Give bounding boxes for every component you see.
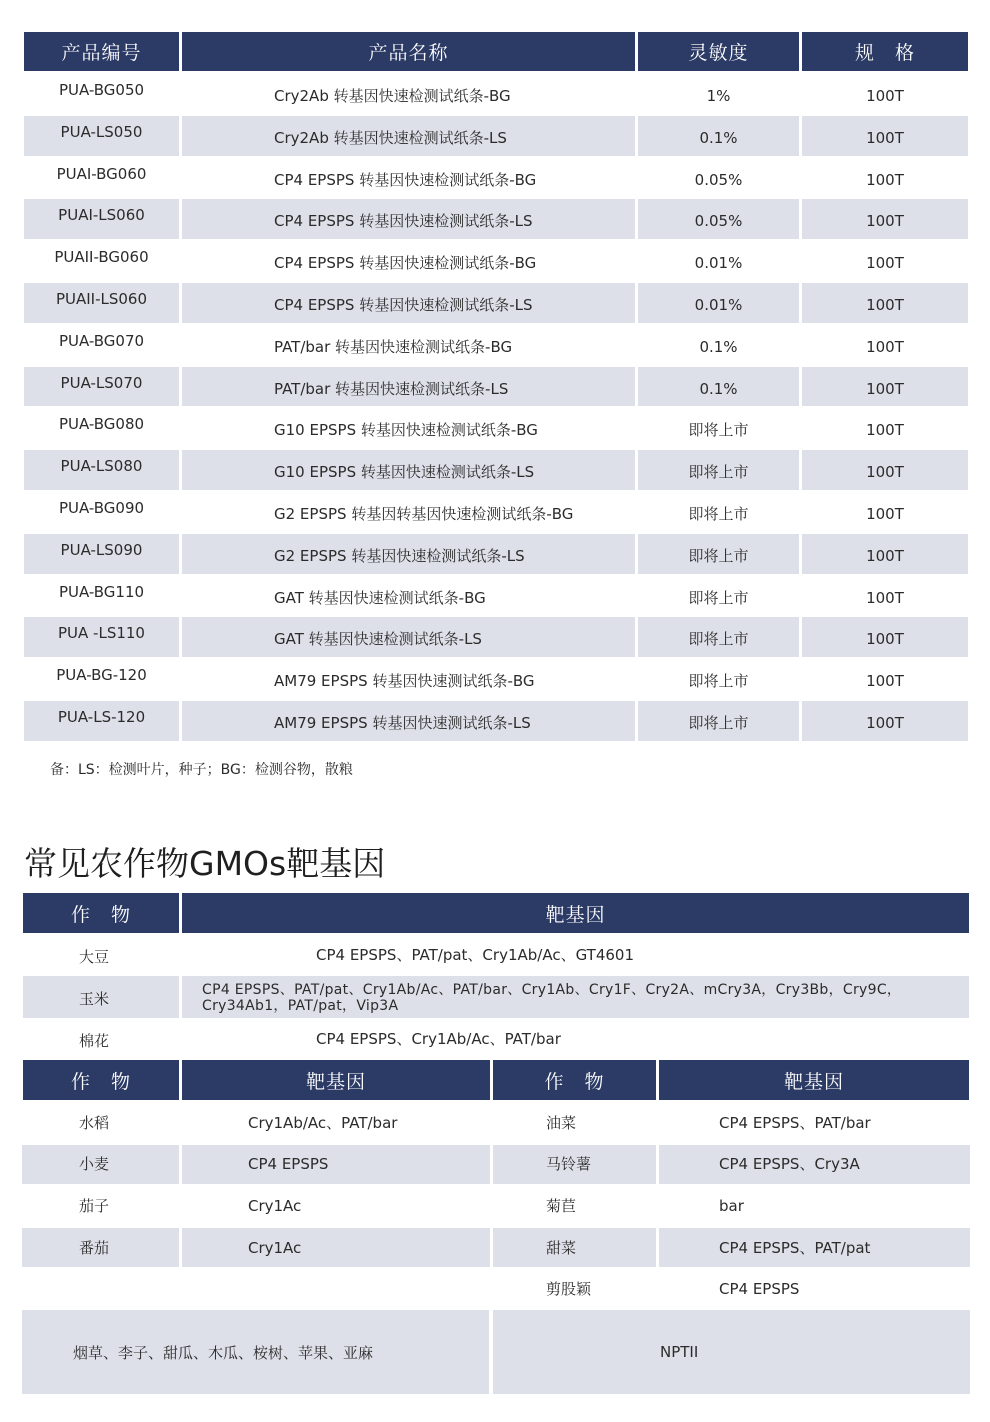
header-product-code: 产品编号 [24, 32, 179, 71]
product-cell-sensitivity: 即将上市 [688, 588, 749, 607]
t2-footer-right [493, 1310, 970, 1394]
product-cell-spec: 100T [866, 170, 904, 189]
product-cell-sensitivity: 0.01% [694, 254, 743, 273]
product-cell-name: PAT/bar 转基因快速检测试纸条-LS [274, 379, 509, 398]
t2-cell-genes2: CP4 EPSPS [719, 1280, 800, 1299]
t2-cell-crop2: 剪股颖 [546, 1280, 592, 1299]
product-cell-code: PUA-LS090 [60, 540, 143, 559]
t2-cell-crop1: 番茄 [79, 1238, 110, 1257]
product-note: 备：LS：检测叶片，种子；BG：检测谷物，散粮 [50, 762, 353, 778]
t2-footer-genes: NPTII [660, 1343, 699, 1361]
t1-header-crop: 作 物 [23, 893, 179, 933]
t2-cell-genes1: CP4 EPSPS [248, 1155, 329, 1174]
product-cell-code: PUAII-LS060 [55, 289, 148, 308]
product-cell-sensitivity: 0.05% [694, 170, 743, 189]
product-cell-spec: 100T [866, 713, 904, 732]
t2-cell-genes2: CP4 EPSPS、PAT/pat [719, 1238, 871, 1257]
product-cell-spec: 100T [866, 546, 904, 565]
product-cell-spec: 100T [866, 463, 904, 482]
product-cell-code: PUA-BG050 [58, 80, 145, 99]
product-cell-spec: 100T [866, 630, 904, 649]
t1-crop-corn: 玉米 [79, 990, 110, 1008]
product-cell-code: PUA-BG070 [58, 331, 145, 350]
t2-cell-crop1: 水稻 [79, 1113, 110, 1132]
product-cell-code: PUAI-LS060 [58, 206, 145, 225]
header-spec: 规 格 [802, 32, 968, 71]
t2-header-genes-1: 靶基因 [182, 1060, 490, 1100]
product-cell-sensitivity: 0.1% [699, 128, 738, 147]
t1-header-genes: 靶基因 [182, 893, 969, 933]
t2-cell-genes2: CP4 EPSPS、Cry3A [719, 1155, 860, 1174]
t2-cell-crop1: 小麦 [79, 1155, 110, 1174]
product-cell-code: PUA-BG080 [58, 415, 145, 434]
product-cell-name: AM79 EPSPS 转基因快速测试纸条-BG [274, 672, 535, 691]
header-product-name: 产品名称 [182, 32, 635, 71]
t2-footer-crops: 烟草、李子、甜瓜、木瓜、桉树、苹果、亚麻 [73, 1344, 374, 1362]
t2-row-shade [182, 1228, 490, 1268]
t2-cell-crop2: 菊苣 [546, 1197, 577, 1215]
t1-genes-corn: CP4 EPSPS、PAT/pat、Cry1Ab/Ac、PAT/bar、Cry1Ab、Cry1F、Cry2A、mCry3A，Cry3Bb，Cry9C，Cry34Ab1，PAT/pat，Vip3A [202, 982, 902, 1014]
t2-cell-genes1: Cry1Ac [248, 1238, 302, 1257]
product-cell-sensitivity: 即将上市 [688, 421, 749, 440]
t2-cell-crop2: 甜菜 [546, 1238, 577, 1257]
product-cell-code: PUAI-BG060 [56, 164, 147, 183]
product-cell-sensitivity: 即将上市 [688, 546, 749, 565]
product-cell-name: AM79 EPSPS 转基因快速测试纸条-LS [274, 713, 531, 732]
product-cell-name: G10 EPSPS 转基因快速检测试纸条-LS [274, 463, 535, 482]
product-cell-spec: 100T [866, 337, 904, 356]
product-cell-name: CP4 EPSPS 转基因快速检测试纸条-LS [274, 295, 533, 314]
product-cell-spec: 100T [866, 421, 904, 440]
product-cell-sensitivity: 0.1% [699, 379, 738, 398]
product-cell-sensitivity: 即将上市 [688, 630, 749, 649]
product-cell-code: PUAII-BG060 [54, 248, 149, 267]
product-cell-code: PUA-LS080 [60, 457, 143, 476]
t2-cell-genes2: bar [719, 1197, 744, 1215]
product-cell-code: PUA-BG-120 [56, 666, 147, 685]
t2-cell-crop1: 茄子 [79, 1197, 110, 1215]
product-cell-sensitivity: 即将上市 [688, 713, 749, 732]
product-cell-code: PUA-BG110 [58, 582, 145, 601]
product-cell-name: GAT 转基因快速检测试纸条-LS [274, 630, 482, 649]
product-cell-code: PUA-LS-120 [57, 707, 146, 726]
t2-cell-genes1: Cry1Ac [248, 1197, 302, 1215]
t2-cell-genes2: CP4 EPSPS、PAT/bar [719, 1113, 871, 1132]
t1-crop-cotton: 棉花 [79, 1032, 110, 1050]
t2-header-crop-2: 作 物 [493, 1060, 656, 1100]
product-cell-name: G2 EPSPS 转基因快速检测试纸条-LS [274, 546, 525, 565]
product-cell-spec: 100T [866, 295, 904, 314]
t1-crop-soy: 大豆 [79, 948, 110, 966]
t2-row-shade [182, 1145, 490, 1185]
t1-genes-cotton: CP4 EPSPS、Cry1Ab/Ac、PAT/bar [316, 1030, 561, 1048]
product-cell-code: PUA-BG090 [58, 498, 145, 517]
product-cell-spec: 100T [866, 128, 904, 147]
header-sensitivity: 灵敏度 [638, 32, 799, 71]
product-cell-sensitivity: 0.05% [694, 212, 743, 231]
product-cell-name: PAT/bar 转基因快速检测试纸条-BG [274, 337, 513, 356]
product-cell-spec: 100T [866, 379, 904, 398]
t2-header-genes-2: 靶基因 [659, 1060, 969, 1100]
product-cell-spec: 100T [866, 588, 904, 607]
t1-genes-soy: CP4 EPSPS、PAT/pat、Cry1Ab/Ac、GT4601 [316, 946, 635, 964]
product-cell-spec: 100T [866, 254, 904, 273]
product-cell-name: CP4 EPSPS 转基因快速检测试纸条-BG [274, 254, 537, 273]
product-cell-name: G10 EPSPS 转基因快速检测试纸条-BG [274, 421, 538, 440]
product-cell-sensitivity: 0.1% [699, 337, 738, 356]
product-cell-sensitivity: 即将上市 [688, 463, 749, 482]
product-cell-spec: 100T [866, 504, 904, 523]
product-cell-code: PUA -LS110 [58, 624, 145, 643]
product-cell-name: G2 EPSPS 转基因转基因快速检测试纸条-BG [274, 504, 574, 523]
section-title: 常见农作物GMOs靶基因 [24, 844, 386, 883]
t2-cell-genes1: Cry1Ab/Ac、PAT/bar [248, 1113, 398, 1132]
product-cell-spec: 100T [866, 212, 904, 231]
product-cell-sensitivity: 0.01% [694, 295, 743, 314]
product-cell-spec: 100T [866, 672, 904, 691]
t2-cell-crop2: 马铃薯 [546, 1155, 592, 1174]
product-cell-name: CP4 EPSPS 转基因快速检测试纸条-BG [274, 170, 537, 189]
product-cell-spec: 100T [866, 86, 904, 105]
product-cell-name: Cry2Ab 转基因快速检测试纸条-BG [274, 86, 511, 105]
product-cell-name: GAT 转基因快速检测试纸条-BG [274, 588, 486, 607]
product-cell-code: PUA-LS070 [60, 373, 143, 392]
product-cell-name: Cry2Ab 转基因快速检测试纸条-LS [274, 128, 507, 147]
product-cell-sensitivity: 即将上市 [688, 504, 749, 523]
product-cell-code: PUA-LS050 [60, 122, 143, 141]
t2-header-crop-1: 作 物 [23, 1060, 179, 1100]
product-cell-sensitivity: 1% [706, 86, 731, 105]
product-cell-sensitivity: 即将上市 [688, 672, 749, 691]
product-cell-name: CP4 EPSPS 转基因快速检测试纸条-LS [274, 212, 533, 231]
t2-cell-crop2: 油菜 [546, 1113, 577, 1132]
